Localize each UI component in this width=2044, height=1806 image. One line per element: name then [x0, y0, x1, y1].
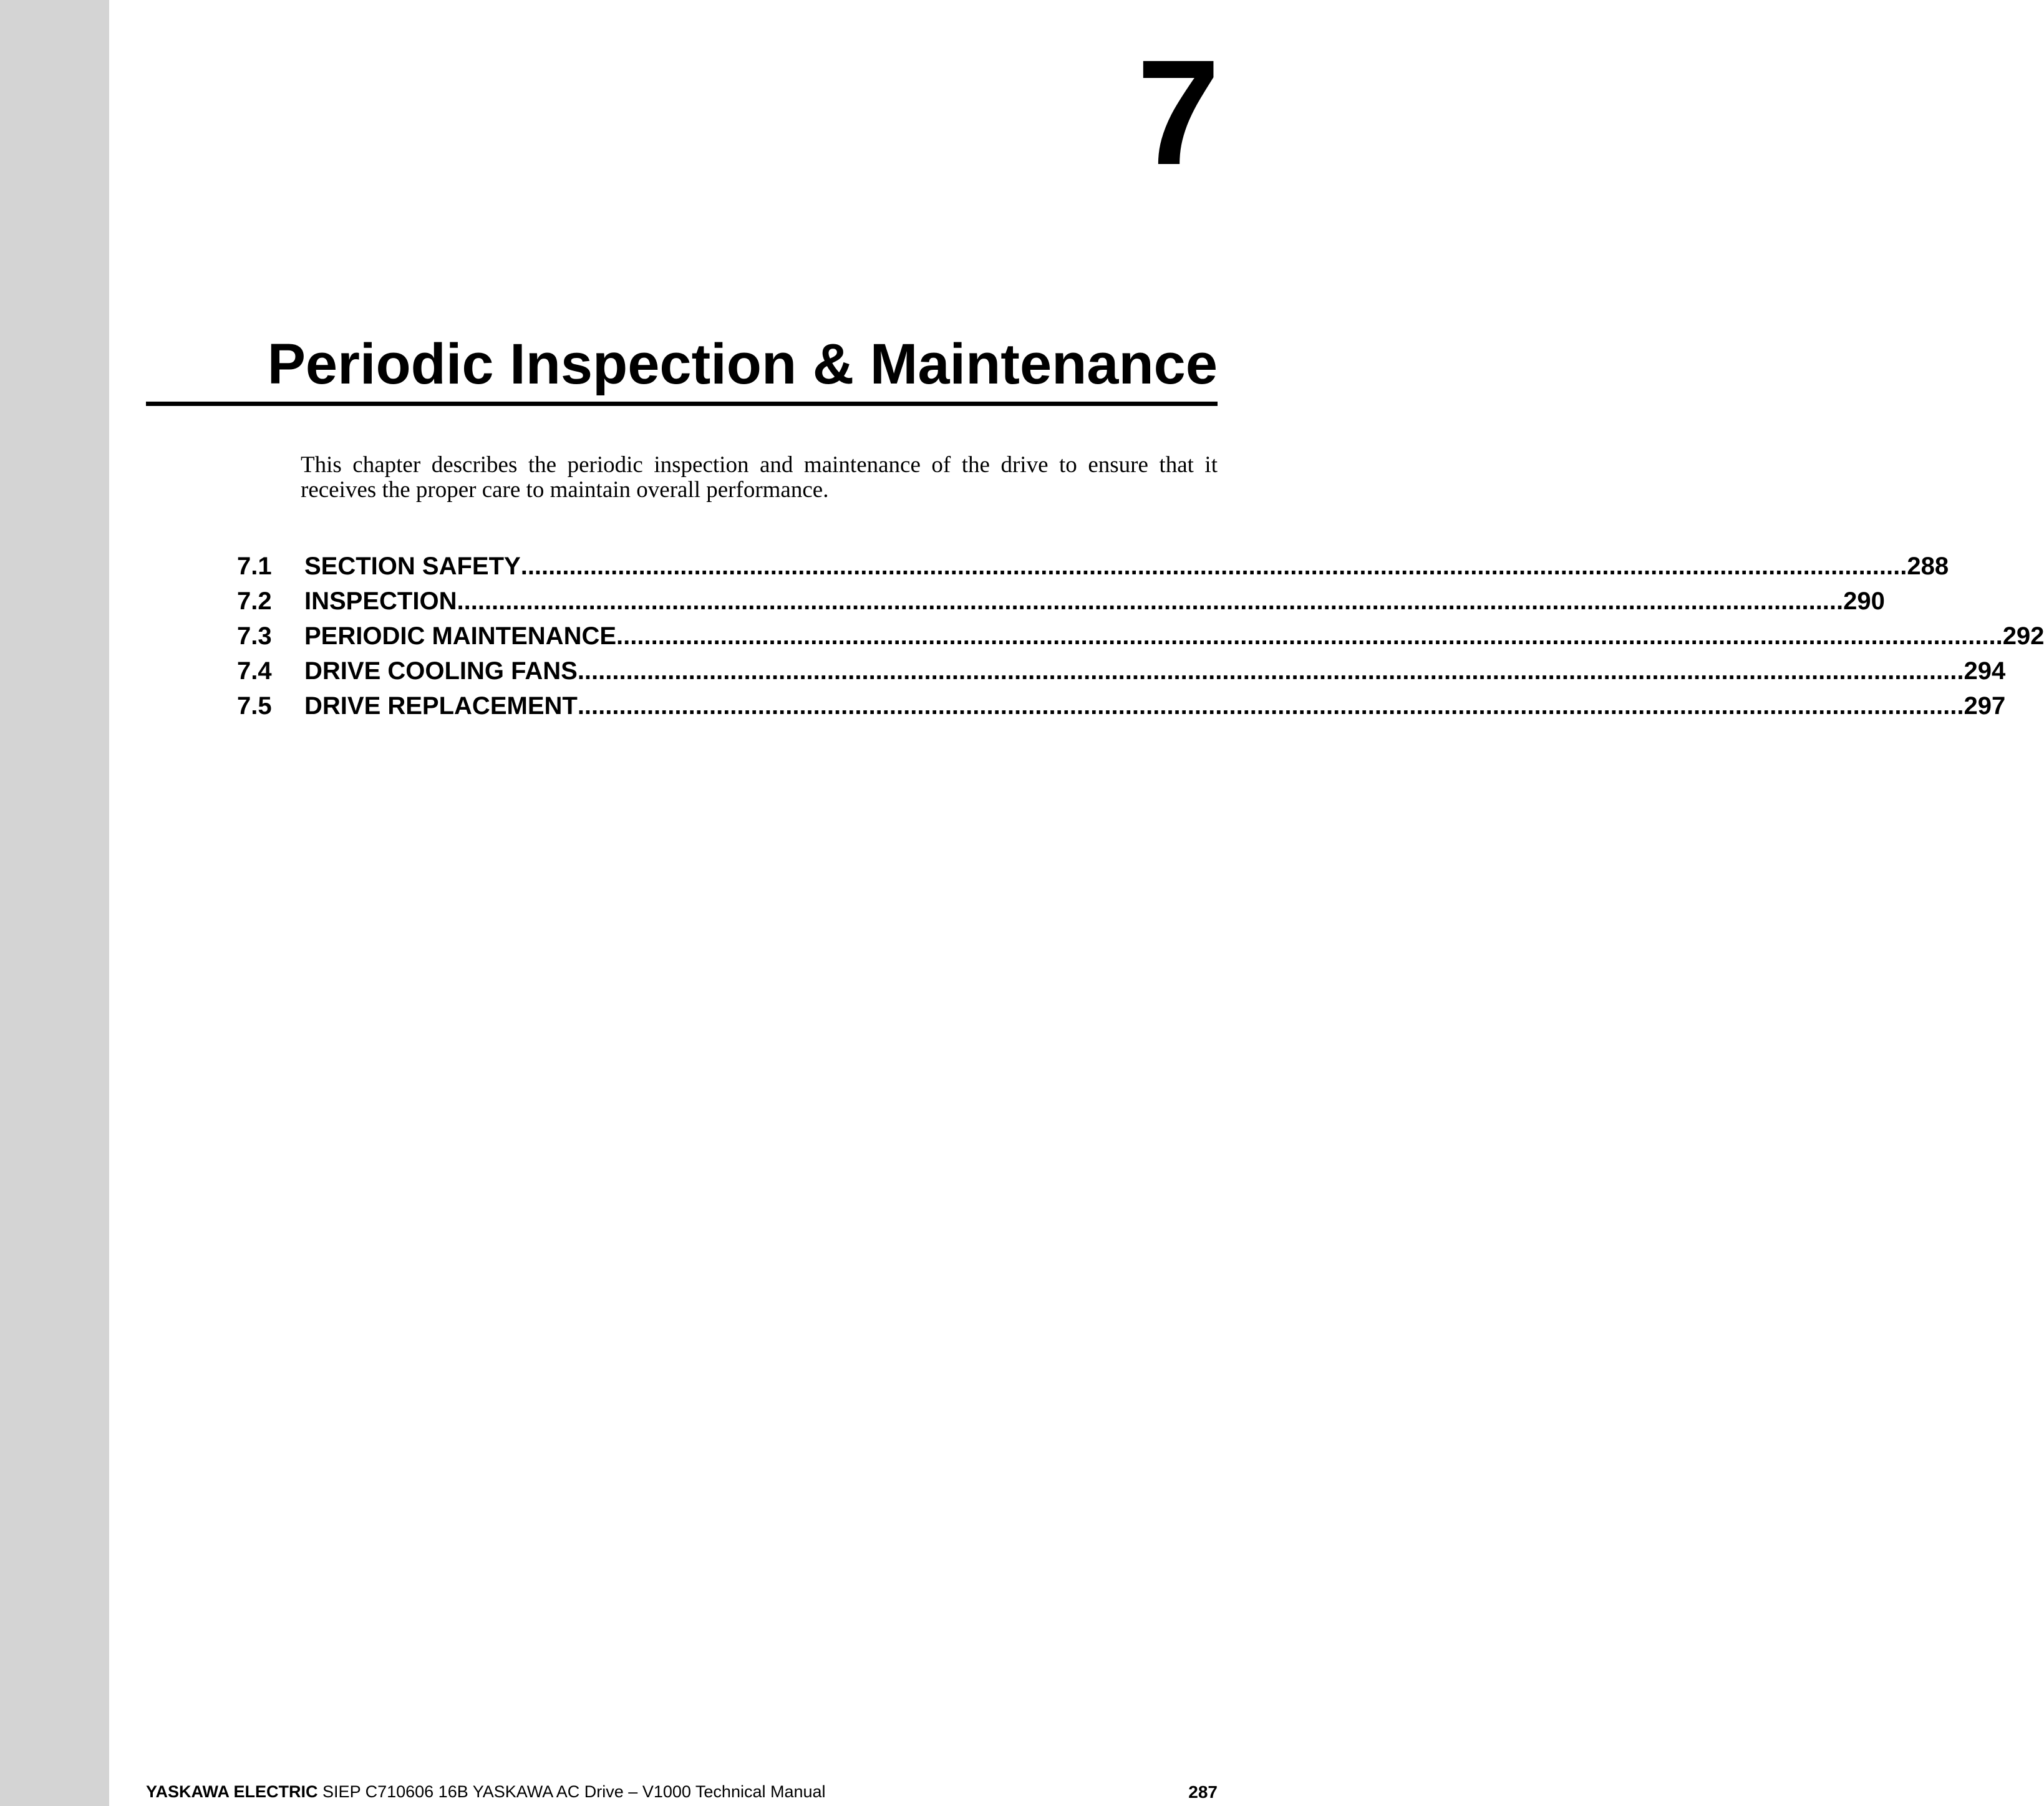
toc-entry[interactable] [237, 549, 1949, 584]
toc-entry-number: 7.2 [237, 587, 272, 615]
toc-leader-dots: ........................................................................................................................................................................................................ [520, 553, 1907, 580]
toc-entry-number: 7.1 [237, 553, 272, 580]
toc-entry-page: 297 [1964, 692, 2006, 720]
side-margin-bar [0, 0, 109, 1806]
toc-entry-number: 7.3 [237, 622, 272, 650]
footer-manual-title: SIEP C710606 16B YASKAWA AC Drive – V1000 Technical Manual [317, 1782, 826, 1801]
toc-leader-dots: ........................................................................................................................................................................................................ [616, 622, 2003, 650]
toc-entry-title: INSPECTION [304, 587, 457, 615]
page-footer [146, 1782, 826, 1802]
toc-entry-title: DRIVE COOLING FANS [304, 657, 578, 685]
toc-entry[interactable] [237, 584, 1885, 619]
toc-entry-number: 7.4 [237, 657, 272, 685]
toc-entry-title: SECTION SAFETY [304, 553, 521, 580]
toc-entry[interactable] [237, 619, 2044, 654]
toc-leader-dots: ........................................................................................................................................................................................................ [577, 692, 1964, 720]
toc-entry-page: 290 [1843, 587, 1885, 615]
toc-leader-dots: ........................................................................................................................................................................................................ [577, 657, 1964, 685]
table-of-contents [237, 549, 2044, 723]
chapter-intro: This chapter describes the periodic inspection and maintenance of the drive to ensure that it receives the proper care to maintain overall performance. [301, 452, 1218, 503]
toc-leader-dots: ........................................................................................................................................................................................................ [457, 587, 1844, 615]
toc-entry[interactable] [237, 688, 2006, 723]
chapter-title: Periodic Inspection & Maintenance [267, 332, 1218, 396]
toc-entry[interactable] [237, 654, 2006, 688]
toc-entry-title: DRIVE REPLACEMENT [304, 692, 578, 720]
page-number: 287 [1188, 1782, 1218, 1802]
footer-brand: YASKAWA ELECTRIC [146, 1782, 318, 1801]
toc-entry-page: 292 [2002, 622, 2044, 650]
toc-entry-number: 7.5 [237, 692, 272, 720]
toc-entry-title: PERIODIC MAINTENANCE [304, 622, 617, 650]
toc-entry-page: 288 [1907, 553, 1949, 580]
chapter-number: 7 [1136, 29, 1220, 196]
toc-entry-page: 294 [1964, 657, 2006, 685]
title-divider [146, 402, 1218, 406]
